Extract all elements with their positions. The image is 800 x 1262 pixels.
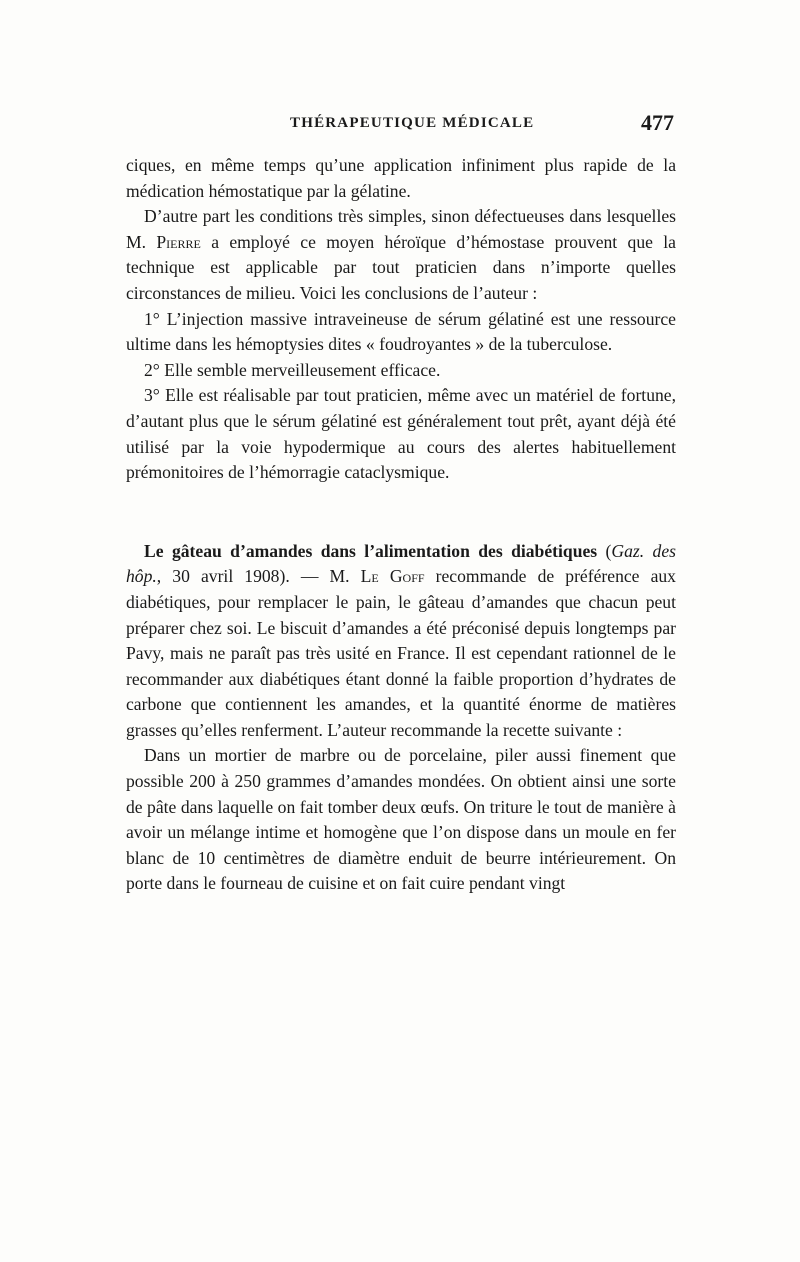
paragraph-text: D’autre part les conditions très simples, sinon défectueuses dans lesquelles M. [126,206,676,252]
conclusion-1: 1° L’injection massive intraveineuse de sérum gélatiné est une ressource ultime dans les hémoptysies dites « foudroyantes » de la tuberculose. [126,308,676,355]
source-open: ( [597,540,612,561]
section-gap [126,486,676,539]
paragraph-pierre-method [126,204,676,306]
author-name: Le Goff [360,566,425,587]
source-journal: Gaz. des hôp. [126,540,677,587]
page-header [126,110,676,143]
conclusion-2: 2° Elle semble merveilleusement efficace. [144,359,441,380]
author-name: Pierre [156,231,201,252]
article-title: Le gâteau d’amandes dans l’alimentation des diabétiques [144,540,598,561]
recipe-paragraph: Dans un mortier de marbre ou de porcelaine, piler aussi finement que possible 200 à 250 grammes d’amandes mondées. On obtient ainsi une sorte de pâte dans laquelle on fait tomber deux œufs. On triture le tout de manière à avoir un mélange intime et homogène que l’on dispose dans un moule en fer blanc de 10 centimètres de diamètre enduit de beurre intérieurement. On porte dans le fourneau de cuisine et on fait cuire pendant vingt [126,745,676,894]
article-intro-paragraph [126,539,676,744]
paragraph-text: a employé ce moyen héroïque d’hémostase prouvent que la technique est applicable par tout praticien dans n’importe quelles circonstances de milieu. Voici les conclusions de l’auteur : [126,231,676,303]
paragraph-text: recommande de préférence aux diabétiques, pour remplacer le pain, le gâteau d’amandes que chacun peut préparer chez soi. Le biscuit d’amandes a été préconisé depuis longtemps par Pavy, mais ne paraît pas très usité en France. Il est cependant rationnel de le recommander aux diabétiques étant donné la faible proportion d’hydrates de carbone que contiennent les amandes, et la quantité énorme de matières grasses qu’elles renferment. L’auteur recommande la recette suivante : [126,566,676,740]
running-title: THÉRAPEUTIQUE MÉDICALE [290,115,535,131]
page-body [126,153,676,897]
source-date: , 30 avril 1908). — M. [156,566,361,587]
paragraph-continuation: ciques, en même temps qu’une application infiniment plus rapide de la médication hémostatique par la gélatine. [126,155,676,201]
page-number: 477 [641,110,674,135]
conclusion-3: 3° Elle est réalisable par tout praticien, même avec un matériel de fortune, d’autant plus que le sérum gélatiné est généralement tout prêt, ayant déjà été utilisé par la voie hypodermique au cours des alertes habituellement prémonitoires de l’hémorragie cataclysmique. [126,385,676,483]
